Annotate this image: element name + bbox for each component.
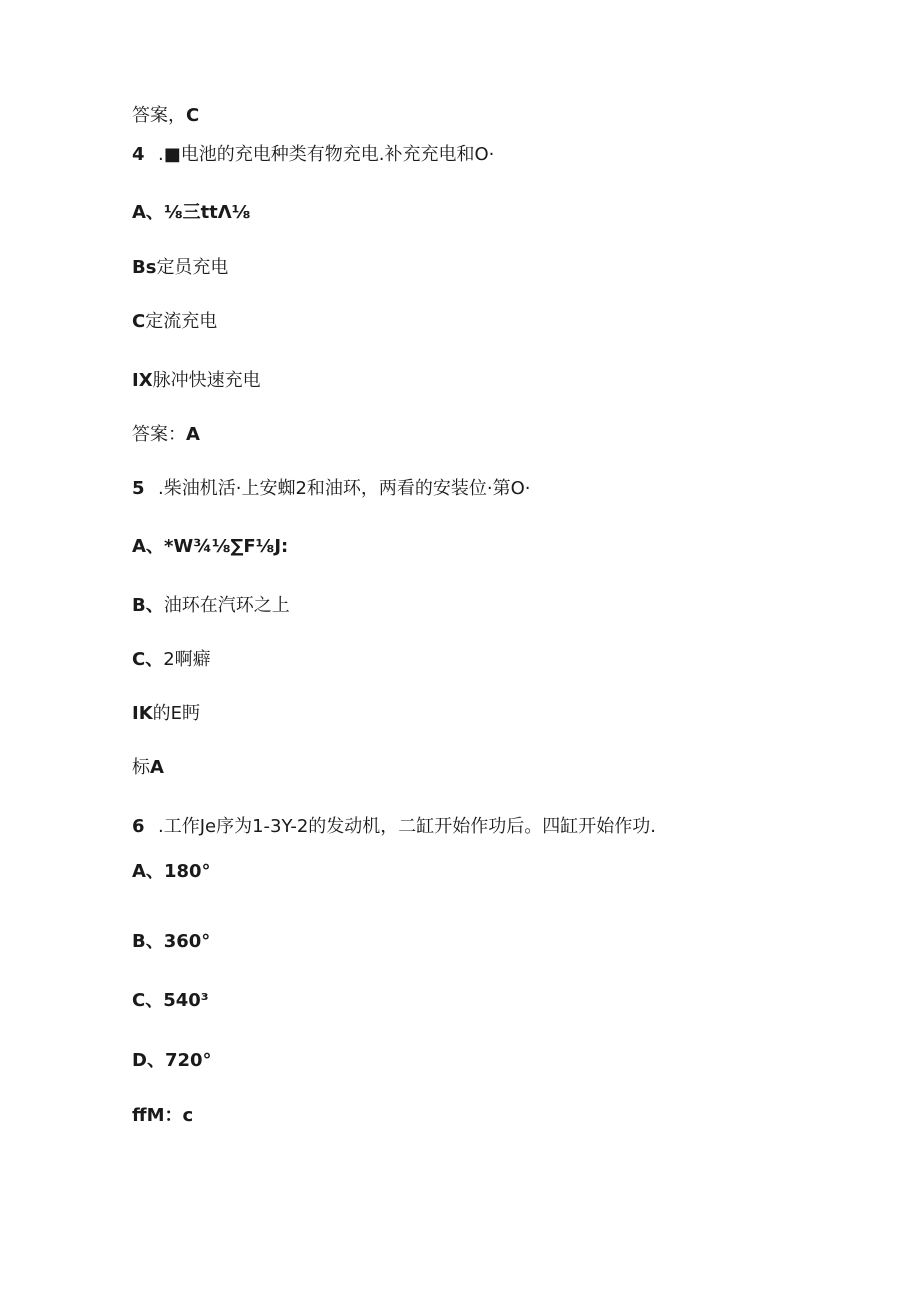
option-text: 2啊癖 xyxy=(163,649,211,670)
option-text: 定员充电 xyxy=(156,257,229,278)
answer-label: 标 xyxy=(132,757,150,778)
question-text: .工作Je序为1-3Y-2的发动机，二缸开始作功后。四缸开始作功. xyxy=(158,816,657,837)
answer-value: C xyxy=(186,105,200,126)
question-4 xyxy=(132,143,494,167)
option-a-q4 xyxy=(132,201,250,225)
option-c-q4 xyxy=(132,310,217,334)
question-5 xyxy=(132,477,531,501)
option-d-q6 xyxy=(132,1049,212,1073)
question-number: 6 xyxy=(132,816,145,837)
answer-label: 答案： xyxy=(132,424,186,445)
question-6 xyxy=(132,815,656,839)
option-label: B、 xyxy=(132,595,164,616)
question-number: 5 xyxy=(132,478,145,499)
option-label: C、 xyxy=(132,990,164,1011)
option-label: C、 xyxy=(132,649,164,670)
option-c-q6 xyxy=(132,989,209,1013)
option-text: 720° xyxy=(164,1050,212,1071)
option-label: A、 xyxy=(132,202,164,223)
answer-line-q4 xyxy=(132,423,200,447)
question-text: .柴油机活·上安蜘2和油环，两看的安装位·第O· xyxy=(158,478,531,499)
option-text: ⅛三ttΛ⅛ xyxy=(163,202,251,223)
answer-label: 答案， xyxy=(132,105,186,126)
question-text: .■电池的充电种类有物充电.补充充电和O· xyxy=(158,144,495,165)
option-text: *W¾⅛∑F⅛J: xyxy=(163,536,289,557)
option-label: C xyxy=(132,311,146,332)
option-label: IX xyxy=(132,370,153,391)
option-b-q5 xyxy=(132,594,290,618)
option-label: IK xyxy=(132,703,153,724)
answer-line-q6 xyxy=(132,1104,193,1128)
option-b-q4 xyxy=(132,256,228,280)
option-c-q5 xyxy=(132,648,211,672)
option-b-q6 xyxy=(132,930,210,954)
option-text: 360° xyxy=(163,931,211,952)
option-text: 180° xyxy=(163,861,211,882)
answer-value: A xyxy=(186,424,200,445)
question-number: 4 xyxy=(132,144,145,165)
option-d-q4 xyxy=(132,369,261,393)
option-text: 油环在汽环之上 xyxy=(163,595,290,616)
answer-line-q5 xyxy=(132,756,164,780)
option-label: D、 xyxy=(132,1050,165,1071)
answer-value: A xyxy=(150,757,164,778)
answer-line-q3 xyxy=(132,104,199,128)
option-text: 540³ xyxy=(163,990,209,1011)
option-label: B、 xyxy=(132,931,164,952)
option-text: 定流充电 xyxy=(145,311,218,332)
option-text: 脉冲快速充电 xyxy=(152,370,261,391)
option-a-q6 xyxy=(132,860,211,884)
option-label: Bs xyxy=(132,257,157,278)
answer-label: ffM： xyxy=(132,1105,183,1126)
option-d-q5 xyxy=(132,702,200,726)
answer-value: c xyxy=(182,1105,194,1126)
option-label: A、 xyxy=(132,861,164,882)
option-label: A、 xyxy=(132,536,164,557)
option-text: 的E眄 xyxy=(152,703,201,724)
option-a-q5 xyxy=(132,535,288,559)
